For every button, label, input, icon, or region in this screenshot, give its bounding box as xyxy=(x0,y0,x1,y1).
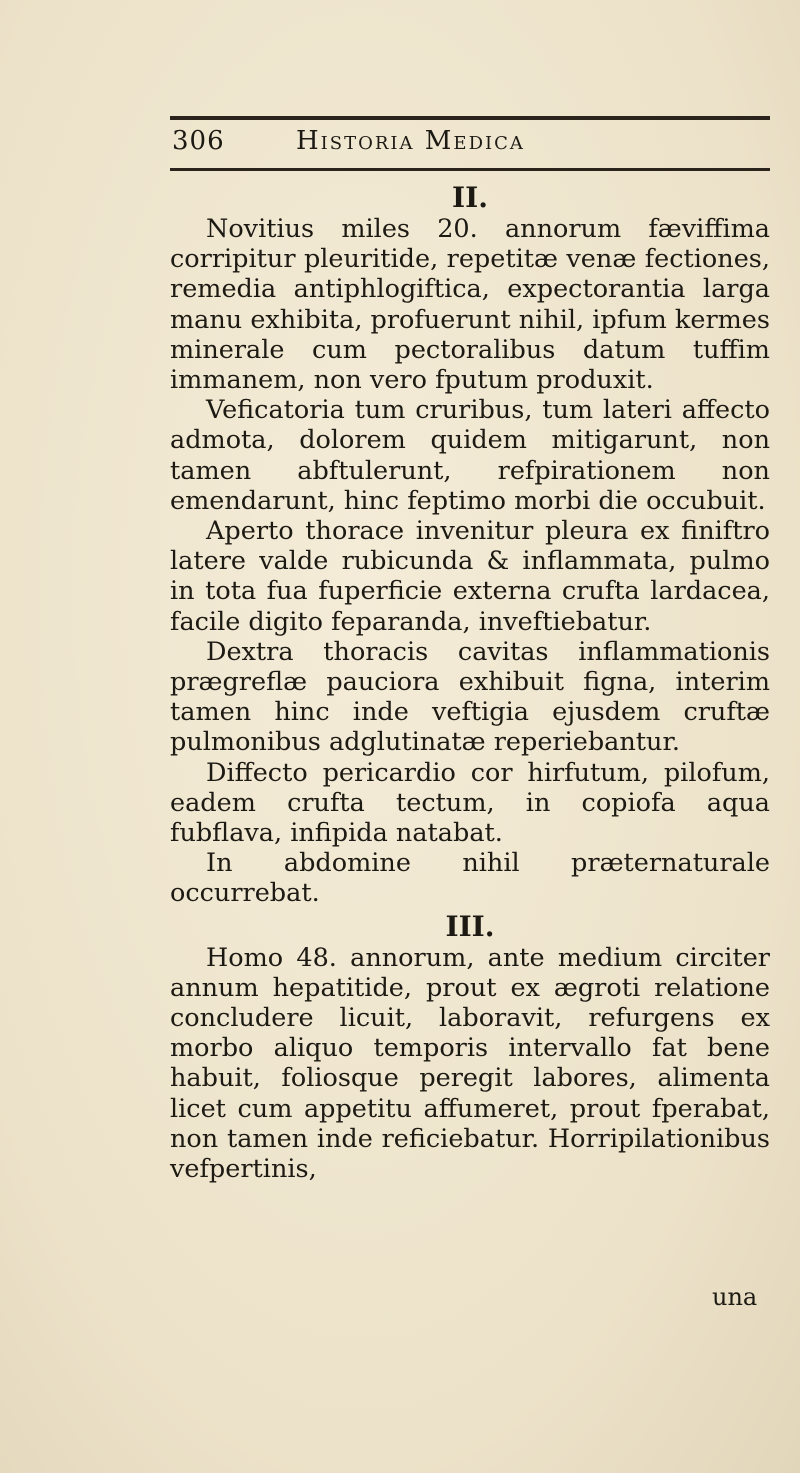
header-rule-bottom xyxy=(170,168,770,171)
paragraph: Dextra thoracis cavitas inflammationis prægreflæ pauciora exhibuit figna, interim tamen hinc inde veftigia ejusdem cruftæ pulmonibus adglutinatæ reperiebantur. xyxy=(170,636,770,758)
section-number-ii: II. xyxy=(452,181,488,214)
section-number-iii: III. xyxy=(445,909,495,943)
body-text xyxy=(170,180,770,1184)
running-title: Historia Medica xyxy=(296,126,525,156)
paragraph: Novitius miles 20. annorum fæviffima corripitur pleuritide, repetitæ venæ fectiones, remedia antiphlogiftica, expectorantia larga manu exhibita, profuerunt nihil, ipfum kermes minerale cum pectoralibus datum tuffim immanem, non vero fputum produxit. xyxy=(170,214,770,396)
paragraph: Homo 48. annorum, ante medium circiter annum hepatitide, prout ex ægroti relatione concludere licuit, laboravit, refurgens ex morbo aliquo temporis intervallo fat bene habuit, foliosque peregit labores, alimenta licet cum appetitu affumeret, prout fperabat, non tamen inde reficiebatur. Horripilationibus vefpertinis, xyxy=(170,942,770,1185)
page-number: 306 xyxy=(172,126,225,156)
paragraph: Veficatoria tum cruribus, tum lateri affecto admota, dolorem quidem mitigarunt, non tamen abftulerunt, refpirationem non emendarunt, hinc feptimo morbi die occubuit. xyxy=(170,395,770,516)
paragraph: Aperto thorace invenitur pleura ex finiftro latere valde rubicunda & inflammata, pulmo in tota fua fuperficie externa crufta lardacea, facile digito feparanda, inveftiebatur. xyxy=(170,516,770,637)
catchword: una xyxy=(712,1283,758,1311)
paragraph: Diffecto pericardio cor hirfutum, pilofum, eadem crufta tectum, in copiofa aqua fubflava, infipida natabat. xyxy=(170,757,770,849)
header-rule-top xyxy=(170,116,770,120)
paragraph: In abdomine nihil præternaturale occurrebat. xyxy=(170,848,770,909)
running-header xyxy=(170,124,770,166)
